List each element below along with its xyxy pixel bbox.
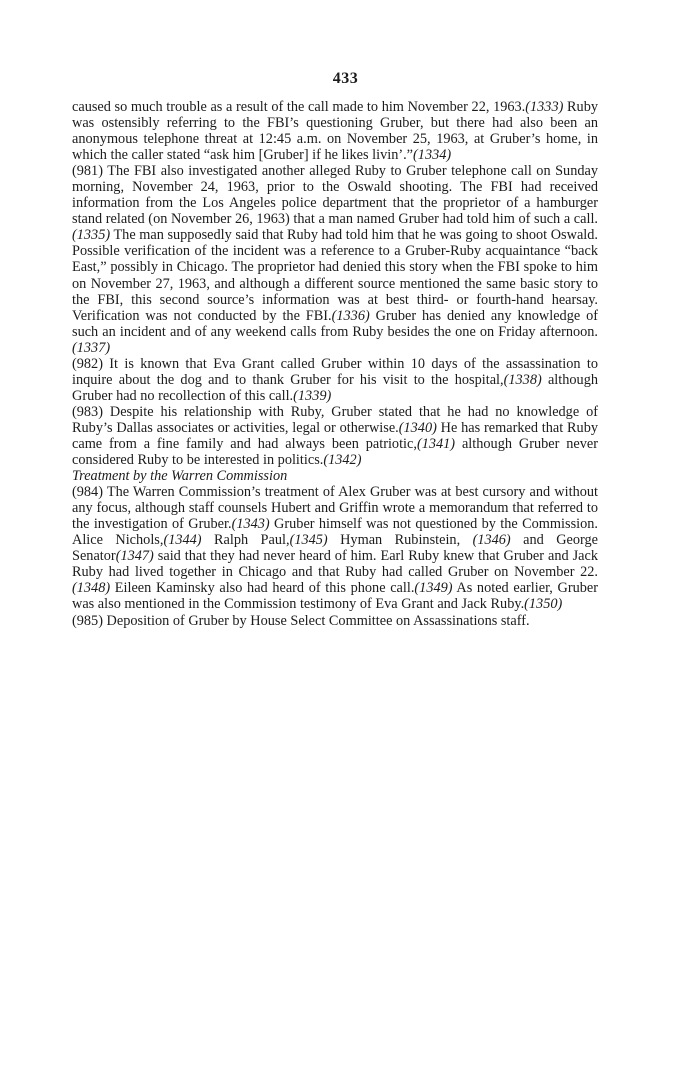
paragraph-number: (985)	[72, 612, 103, 629]
paragraph-number: (982)	[72, 355, 103, 372]
paragraph-number: (983)	[72, 403, 103, 420]
paragraph-text: The Warren Commission’s treatment of Alex Gruber was at best cursory and without any focus, although staff counsels Hubert and Griffin wrote a memorandum that referred to the investigation of Gruber.	[72, 484, 598, 533]
citation-reference: (1335)	[72, 227, 111, 244]
paragraph	[72, 404, 598, 468]
citation-reference: (1350)	[524, 596, 563, 613]
paragraph	[72, 99, 598, 163]
paragraph	[72, 613, 598, 629]
citation-reference: (1333)	[525, 99, 564, 115]
paragraph	[72, 484, 598, 612]
citation-reference: (1337)	[72, 339, 111, 356]
citation-reference: (1344)	[163, 532, 202, 549]
paragraph-text: although Gruber never considered Ruby to be interested in politics.	[72, 435, 598, 469]
paragraph-text: said that they had never heard of him. Earl Ruby knew that Gruber and Jack Ruby had lived together in Chicago and that Ruby had called Gruber on November 22.	[72, 548, 598, 581]
citation-reference: (1342)	[323, 452, 362, 469]
citation-reference: (1341)	[416, 435, 456, 452]
paragraph-text: Deposition of Gruber by House Select Committee on Assassinations staff.	[102, 612, 530, 629]
paragraph	[72, 356, 598, 404]
paragraph-text: The FBI also investigated another alleged Ruby to Gruber telephone call on Sunday morning, November 24, 1963, prior to the Oswald shooting. The FBI had received information from the Los Angeles police department that the proprietor of a hamburger stand related (on November 26, 1963) that a man named Gruber had told him of such a call.	[72, 163, 598, 228]
paragraph	[72, 163, 598, 356]
paragraph-text: although Gruber had no recollection of this call.	[72, 371, 598, 404]
paragraph-text: It is known that Eva Grant called Gruber within 10 days of the assassination to inquire about the dog and to thank Gruber for his visit to the hospital,	[72, 355, 598, 388]
citation-reference: (1336)	[331, 307, 370, 324]
paragraph-text: Gruber himself was not questioned by the Commission. Alice Nichols,	[72, 516, 598, 549]
paragraph-text: Ralph Paul,	[201, 532, 290, 549]
citation-reference: (1348)	[72, 580, 111, 597]
paragraph-text: Eileen Kaminsky also had heard of this phone call.	[110, 580, 415, 597]
citation-reference: (1338)	[503, 371, 542, 388]
paragraph-text: He has remarked that Ruby came from a fine family and had always been patriotic,	[72, 419, 598, 452]
paragraph-text: and George Senator	[72, 532, 599, 565]
paragraph-text: Gruber has denied any knowledge of such an incident and of any weekend calls from Ruby besides the one on Friday afternoon.	[72, 307, 598, 340]
body-text	[72, 99, 598, 629]
citation-reference: (1340)	[398, 419, 437, 436]
section-heading: Treatment by the Warren Commission	[72, 468, 288, 485]
citation-reference: (1339)	[293, 387, 332, 404]
paragraph-text: Ruby was ostensibly referring to the FBI’s questioning Gruber, but there had also been an anonymous telephone threat at 12:45 a.m. on November 25, 1963, at Gruber’s home, in which the caller stated “ask him [Gruber] if he likes livin’.”	[72, 99, 598, 164]
citation-reference: (1343)	[231, 516, 270, 533]
paragraph-number: (981)	[72, 163, 103, 180]
page-number: 433	[332, 70, 359, 87]
paragraph-text: As noted earlier, Gruber was also mentioned in the Commission testimony of Eva Grant and Jack Ruby.	[72, 580, 598, 613]
paragraph-text: Hyman Rubinstein,	[327, 532, 473, 549]
paragraph-number: (984)	[72, 484, 103, 501]
paragraphs-after-heading	[72, 484, 598, 628]
citation-reference: (1349)	[414, 580, 453, 597]
citation-reference: (1347)	[115, 548, 154, 565]
citation-reference: (1334)	[413, 147, 452, 164]
citation-reference: (1346)	[472, 532, 511, 549]
paragraphs-before-heading	[72, 99, 598, 468]
paragraph-text: Despite his relationship with Ruby, Gruber stated that he had no knowledge of Ruby’s Dallas associates or activities, legal or otherwise.	[72, 403, 598, 436]
paragraph-text: caused so much trouble as a result of the call made to him November 22, 1963.	[72, 99, 526, 115]
paragraph-text: The man supposedly said that Ruby had told him that he was going to shoot Oswald. Possible verification of the incident was a reference to a Gruber-Ruby acquaintance “back East,” possibly in Chicago. The proprietor had denied this story when the FBI spoke to him on November 27, 1963, and although a different source mentioned the same basic story to the FBI, this second source’s information was at best third- or fourth-hand hearsay. Verification was not conducted by the FBI.	[72, 227, 598, 324]
citation-reference: (1345)	[289, 532, 328, 549]
